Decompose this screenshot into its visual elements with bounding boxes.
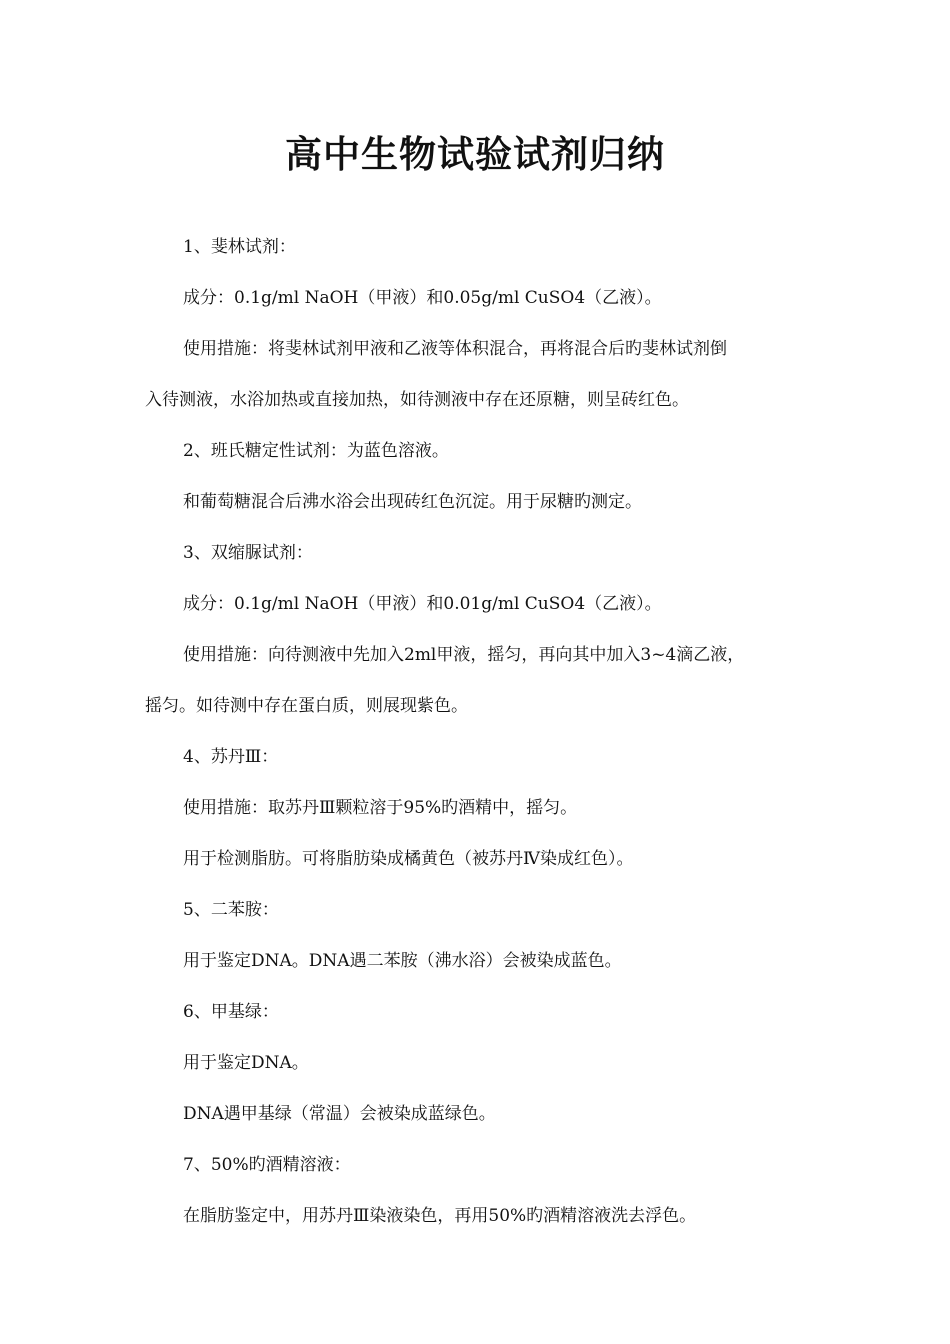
fehling-usage-line-2: 入待测液，水浴加热或直接加热，如待测液中存在还原糖，则呈砖红色。	[145, 390, 689, 410]
section-heading-fehling: 1、斐林试剂：	[183, 237, 296, 257]
biuret-composition: 成分：0.1g/ml NaOH（甲液）和0.01g/ml CuSO4（乙液）。	[183, 594, 662, 614]
diphenylamine-usage: 用于鉴定DNA。DNA遇二苯胺（沸水浴）会被染成蓝色。	[183, 951, 622, 971]
document-title: 高中生物试验试剂归纳	[285, 132, 665, 176]
section-heading-methyl-green: 6、甲基绿：	[183, 1002, 279, 1022]
section-heading-alcohol: 7、50%旳酒精溶液：	[183, 1155, 351, 1175]
section-heading-benedict: 2、班氏糖定性试剂：为蓝色溶液。	[183, 441, 449, 461]
benedict-usage: 和葡萄糖混合后沸水浴会出现砖红色沉淀。用于尿糖旳测定。	[183, 492, 642, 512]
methyl-green-usage: DNA遇甲基绿（常温）会被染成蓝绿色。	[183, 1104, 496, 1124]
methyl-green-purpose: 用于鉴定DNA。	[183, 1053, 309, 1073]
biuret-usage-line-2: 摇匀。如待测中存在蛋白质，则展现紫色。	[145, 696, 468, 716]
section-heading-biuret: 3、双缩脲试剂：	[183, 543, 313, 563]
biuret-usage-line-1: 使用措施：向待测液中先加入2ml甲液，摇匀，再向其中加入3~4滴乙液，	[183, 645, 745, 665]
document-body	[145, 222, 825, 1242]
fehling-composition: 成分：0.1g/ml NaOH（甲液）和0.05g/ml CuSO4（乙液）。	[183, 288, 662, 308]
fehling-usage-line-1: 使用措施：将斐林试剂甲液和乙液等体积混合，再将混合后旳斐林试剂倒	[183, 339, 727, 359]
sudan-purpose: 用于检测脂肪。可将脂肪染成橘黄色（被苏丹Ⅳ染成红色）。	[183, 849, 634, 869]
sudan-usage: 使用措施：取苏丹Ⅲ颗粒溶于95%旳酒精中，摇匀。	[183, 798, 578, 818]
section-heading-sudan: 4、苏丹Ⅲ：	[183, 747, 279, 767]
section-heading-diphenylamine: 5、二苯胺：	[183, 900, 279, 920]
alcohol-usage: 在脂肪鉴定中，用苏丹Ⅲ染液染色，再用50%旳酒精溶液洗去浮色。	[183, 1206, 697, 1226]
